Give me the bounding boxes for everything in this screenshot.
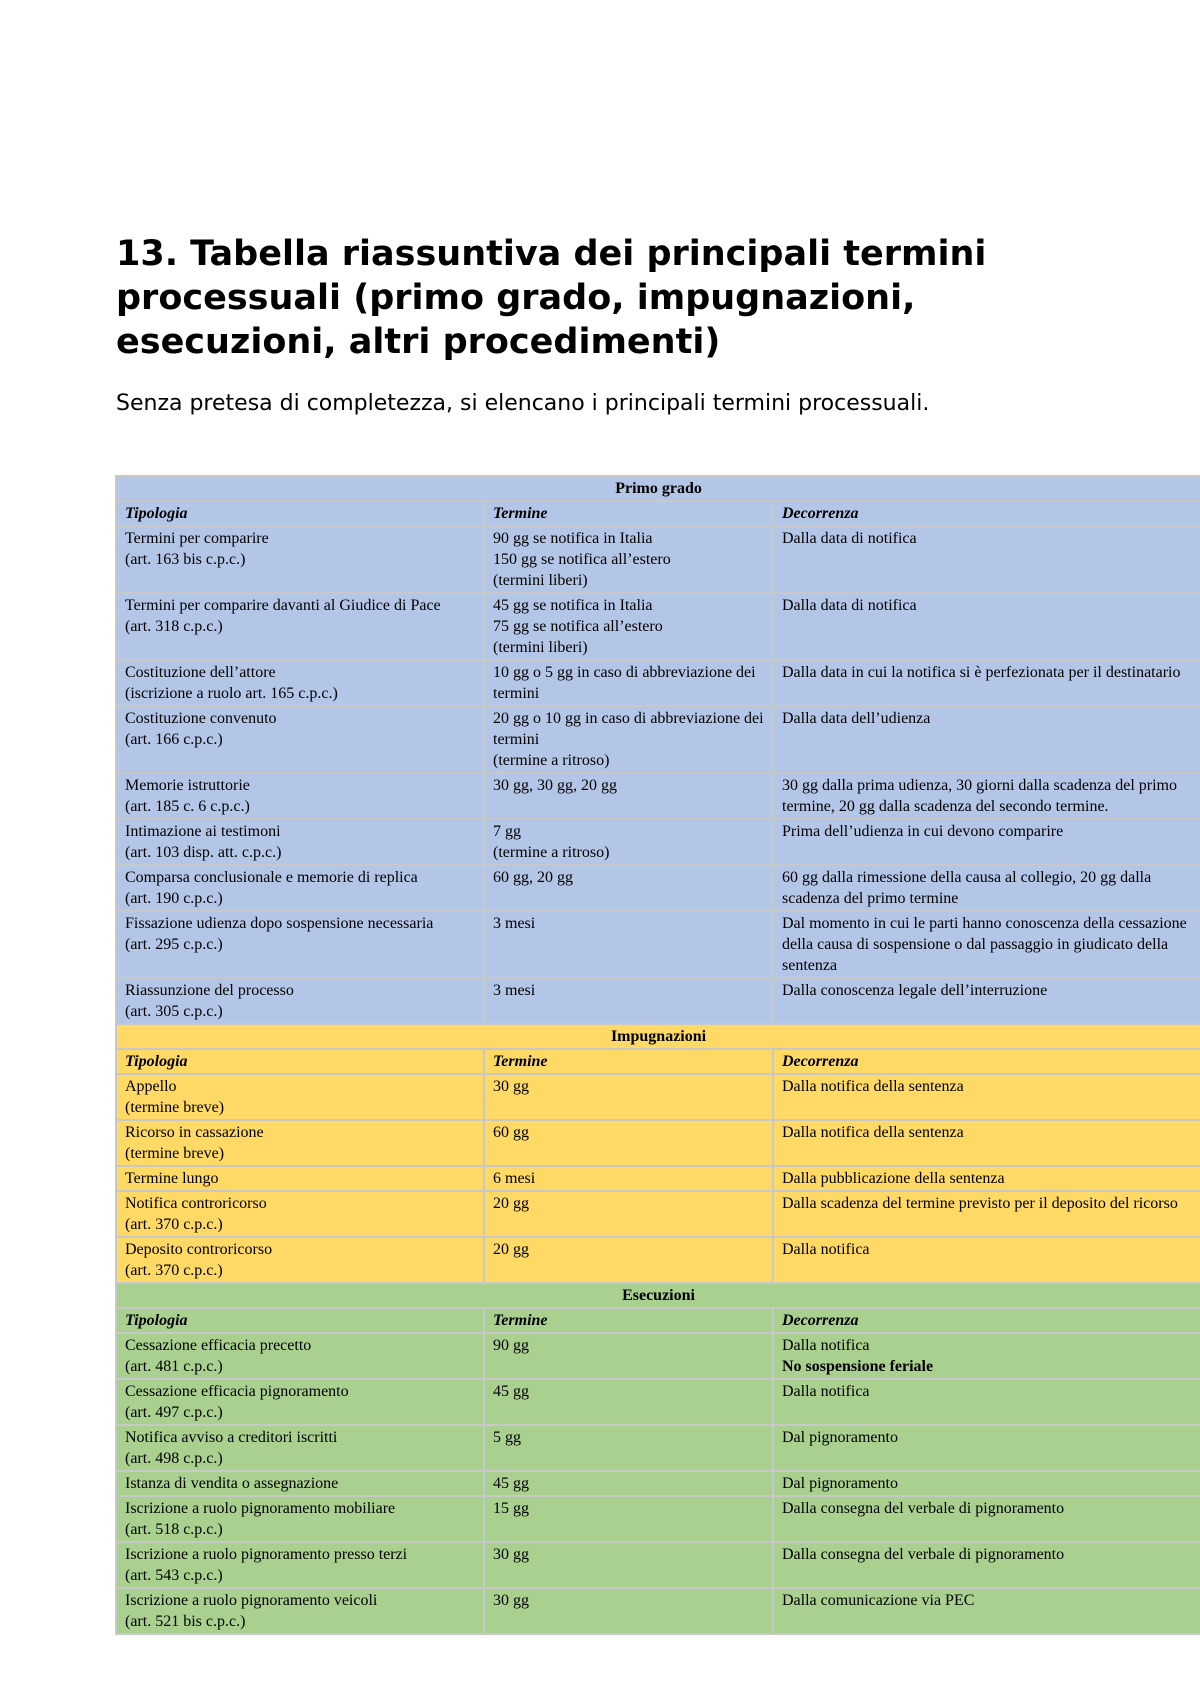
table-row [116,593,1200,660]
cell-termine [484,1237,773,1283]
cell-text: (termine breve) [125,1099,225,1116]
cell-text: (art. 163 bis c.p.c.) [125,551,246,568]
cell-tipologia [116,1588,484,1634]
column-header-row [116,1049,1200,1074]
cell-tipologia [116,1333,484,1379]
cell-text: Dalla conoscenza legale dell’interruzione [782,982,1048,999]
cell-text: Dalla notifica della sentenza [782,1124,964,1141]
cell-termine [484,819,773,865]
cell-decorrenza [773,773,1200,819]
cell-text: 7 gg [493,823,521,840]
cell-note-bold: No sospensione feriale [782,1358,934,1375]
cell-tipologia [116,660,484,706]
cell-text: (art. 185 c. 6 c.p.c.) [125,798,250,815]
cell-text: 60 gg dalla rimessione della causa al collegio, 20 gg dalla scadenza del primo termine [782,869,1152,907]
cell-text: Cessazione efficacia pignoramento [125,1383,349,1400]
cell-tipologia [116,1379,484,1425]
cell-termine [484,1588,773,1634]
column-header-decorrenza: Decorrenza [773,501,1200,526]
cell-text: 75 gg se notifica all’estero [493,618,663,635]
cell-termine [484,1120,773,1166]
cell-decorrenza [773,1074,1200,1120]
table-row [116,706,1200,773]
table-row [116,1191,1200,1237]
column-header-row [116,501,1200,526]
cell-text: Dalla consegna del verbale di pignoramento [782,1546,1065,1563]
cell-tipologia [116,1237,484,1283]
cell-text: Iscrizione a ruolo pignoramento mobiliare [125,1500,396,1517]
cell-text: 5 gg [493,1429,521,1446]
cell-text: 3 mesi [493,915,536,932]
column-header-tipologia: Tipologia [116,1049,484,1074]
cell-tipologia [116,978,484,1024]
cell-text: Dal momento in cui le parti hanno conoscenza della cessazione della causa di sospensione o dal passaggio in giudicato della sentenza [782,915,1187,974]
cell-text: (art. 318 c.p.c.) [125,618,223,635]
cell-termine [484,660,773,706]
cell-tipologia [116,865,484,911]
table-row [116,1542,1200,1588]
cell-text: Costituzione convenuto [125,710,277,727]
cell-decorrenza [773,1471,1200,1496]
cell-decorrenza [773,1237,1200,1283]
cell-tipologia [116,819,484,865]
cell-decorrenza [773,1496,1200,1542]
cell-tipologia [116,1542,484,1588]
cell-tipologia [116,1496,484,1542]
cell-text: Dalla scadenza del termine previsto per il deposito del ricorso [782,1195,1178,1212]
cell-text: (art. 497 c.p.c.) [125,1404,223,1421]
cell-decorrenza [773,660,1200,706]
cell-text: (art. 481 c.p.c.) [125,1358,223,1375]
cell-text: (iscrizione a ruolo art. 165 c.p.c.) [125,685,338,702]
table-row [116,1471,1200,1496]
cell-text: 30 gg, 30 gg, 20 gg [493,777,617,794]
column-header-termine: Termine [484,1049,773,1074]
table-row [116,1166,1200,1191]
table-row [116,1588,1200,1634]
cell-text: (termini liberi) [493,639,588,656]
cell-text: Dal pignoramento [782,1475,898,1492]
cell-text: 45 gg [493,1383,529,1400]
cell-decorrenza [773,819,1200,865]
column-header-tipologia: Tipologia [116,1308,484,1333]
section-header-primo-grado [116,476,1200,501]
section-title: Esecuzioni [116,1283,1200,1308]
cell-text: (art. 370 c.p.c.) [125,1262,223,1279]
cell-text: (termine breve) [125,1145,225,1162]
cell-text: Notifica avviso a creditori iscritti [125,1429,338,1446]
cell-termine [484,978,773,1024]
cell-text: (art. 543 c.p.c.) [125,1567,223,1584]
cell-text: Appello [125,1078,177,1095]
cell-text: Prima dell’udienza in cui devono comparire [782,823,1064,840]
cell-decorrenza [773,706,1200,773]
cell-termine [484,1542,773,1588]
table-row [116,526,1200,593]
cell-text: (art. 295 c.p.c.) [125,936,223,953]
cell-text: (termini liberi) [493,572,588,589]
cell-termine [484,706,773,773]
cell-decorrenza [773,865,1200,911]
cell-termine [484,1471,773,1496]
table-row [116,978,1200,1024]
cell-decorrenza [773,1425,1200,1471]
cell-tipologia [116,526,484,593]
cell-text: 90 gg [493,1337,529,1354]
column-header-termine: Termine [484,1308,773,1333]
cell-text: Costituzione dell’attore [125,664,276,681]
table-row [116,1425,1200,1471]
table-row [116,1074,1200,1120]
cell-text: 15 gg [493,1500,529,1517]
cell-termine [484,1425,773,1471]
cell-text: 3 mesi [493,982,536,999]
terms-table-body [116,476,1200,1634]
cell-text: Dal pignoramento [782,1429,898,1446]
cell-termine [484,593,773,660]
cell-text: (art. 498 c.p.c.) [125,1450,223,1467]
column-header-row [116,1308,1200,1333]
section-header-impugnazioni [116,1024,1200,1049]
cell-tipologia [116,706,484,773]
cell-text: Dalla comunicazione via PEC [782,1592,975,1609]
cell-text: Dalla notifica della sentenza [782,1078,964,1095]
column-header-decorrenza: Decorrenza [773,1308,1200,1333]
cell-tipologia [116,1074,484,1120]
cell-text: Comparsa conclusionale e memorie di replica [125,869,418,886]
cell-text: Intimazione ai testimoni [125,823,281,840]
cell-text: (art. 190 c.p.c.) [125,890,223,907]
cell-text: Cessazione efficacia precetto [125,1337,312,1354]
cell-decorrenza [773,1588,1200,1634]
intro-paragraph: Senza pretesa di completezza, si elencano i principali termini processuali. [116,391,930,416]
cell-text: 30 gg [493,1078,529,1095]
table-row [116,1379,1200,1425]
cell-text: Memorie istruttorie [125,777,250,794]
cell-text: Dalla notifica [782,1383,870,1400]
cell-text: 30 gg [493,1546,529,1563]
cell-text: Termine lungo [125,1170,219,1187]
cell-termine [484,911,773,978]
section-title: Primo grado [116,476,1200,501]
cell-tipologia [116,1471,484,1496]
cell-termine [484,1379,773,1425]
cell-text: 60 gg [493,1124,529,1141]
cell-text: Dalla consegna del verbale di pignoramento [782,1500,1065,1517]
cell-tipologia [116,1425,484,1471]
cell-text: 20 gg [493,1241,529,1258]
cell-text: 30 gg [493,1592,529,1609]
cell-text: 90 gg se notifica in Italia [493,530,653,547]
cell-tipologia [116,593,484,660]
cell-text: Dalla notifica [782,1337,870,1354]
table-row [116,865,1200,911]
cell-text: 45 gg [493,1475,529,1492]
cell-text: (art. 518 c.p.c.) [125,1521,223,1538]
cell-text: (termine a ritroso) [493,844,610,861]
cell-tipologia [116,1166,484,1191]
section-title: Impugnazioni [116,1024,1200,1049]
cell-termine [484,865,773,911]
cell-decorrenza [773,1333,1200,1379]
cell-text: Fissazione udienza dopo sospensione necessaria [125,915,434,932]
cell-text: Dalla pubblicazione della sentenza [782,1170,1005,1187]
cell-text: 150 gg se notifica all’estero [493,551,671,568]
column-header-tipologia: Tipologia [116,501,484,526]
cell-termine [484,1333,773,1379]
cell-text: (art. 305 c.p.c.) [125,1003,223,1020]
cell-text: Dalla data dell’udienza [782,710,931,727]
cell-text: Dalla notifica [782,1241,870,1258]
table-row [116,1237,1200,1283]
table-row [116,911,1200,978]
cell-text: 10 gg o 5 gg in caso di abbreviazione dei termini [493,664,756,702]
terms-table [115,475,1200,1635]
cell-termine [484,526,773,593]
table-row [116,773,1200,819]
cell-text: (art. 103 disp. att. c.p.c.) [125,844,282,861]
cell-text: Istanza di vendita o assegnazione [125,1475,339,1492]
cell-termine [484,1074,773,1120]
cell-decorrenza [773,978,1200,1024]
cell-text: Ricorso in cassazione [125,1124,264,1141]
cell-text: 60 gg, 20 gg [493,869,573,886]
cell-text: Iscrizione a ruolo pignoramento presso terzi [125,1546,408,1563]
cell-text: Riassunzione del processo [125,982,294,999]
cell-text: Dalla data di notifica [782,597,917,614]
cell-text: 20 gg o 10 gg in caso di abbreviazione dei termini [493,710,764,748]
section-header-esecuzioni [116,1283,1200,1308]
cell-text: Dalla data di notifica [782,530,917,547]
column-header-termine: Termine [484,501,773,526]
cell-text: 45 gg se notifica in Italia [493,597,653,614]
cell-decorrenza [773,1542,1200,1588]
cell-termine [484,1166,773,1191]
cell-decorrenza [773,593,1200,660]
cell-text: Termini per comparire [125,530,269,547]
cell-decorrenza [773,1166,1200,1191]
cell-text: Notifica controricorso [125,1195,267,1212]
cell-tipologia [116,773,484,819]
cell-text: Termini per comparire davanti al Giudice di Pace [125,597,441,614]
cell-decorrenza [773,526,1200,593]
cell-text: (art. 166 c.p.c.) [125,731,223,748]
column-header-decorrenza: Decorrenza [773,1049,1200,1074]
cell-text: 6 mesi [493,1170,536,1187]
cell-decorrenza [773,1120,1200,1166]
cell-tipologia [116,1191,484,1237]
cell-termine [484,1496,773,1542]
cell-text: (art. 370 c.p.c.) [125,1216,223,1233]
cell-text: (art. 521 bis c.p.c.) [125,1613,246,1630]
cell-decorrenza [773,911,1200,978]
table-row [116,819,1200,865]
cell-text: Dalla data in cui la notifica si è perfezionata per il destinatario [782,664,1181,681]
cell-termine [484,773,773,819]
cell-text: Iscrizione a ruolo pignoramento veicoli [125,1592,378,1609]
cell-text: Deposito controricorso [125,1241,273,1258]
cell-termine [484,1191,773,1237]
table-row [116,1496,1200,1542]
cell-tipologia [116,1120,484,1166]
cell-text: 20 gg [493,1195,529,1212]
table-row [116,660,1200,706]
page-title: 13. Tabella riassuntiva dei principali termini processuali (primo grado, impugnazioni, esecuzioni, altri procedimenti) [116,234,987,362]
table-row [116,1120,1200,1166]
cell-decorrenza [773,1379,1200,1425]
cell-decorrenza [773,1191,1200,1237]
table-row [116,1333,1200,1379]
cell-text: (termine a ritroso) [493,752,610,769]
cell-text: 30 gg dalla prima udienza, 30 giorni dalla scadenza del primo termine, 20 gg dalla scadenza del secondo termine. [782,777,1177,815]
cell-tipologia [116,911,484,978]
